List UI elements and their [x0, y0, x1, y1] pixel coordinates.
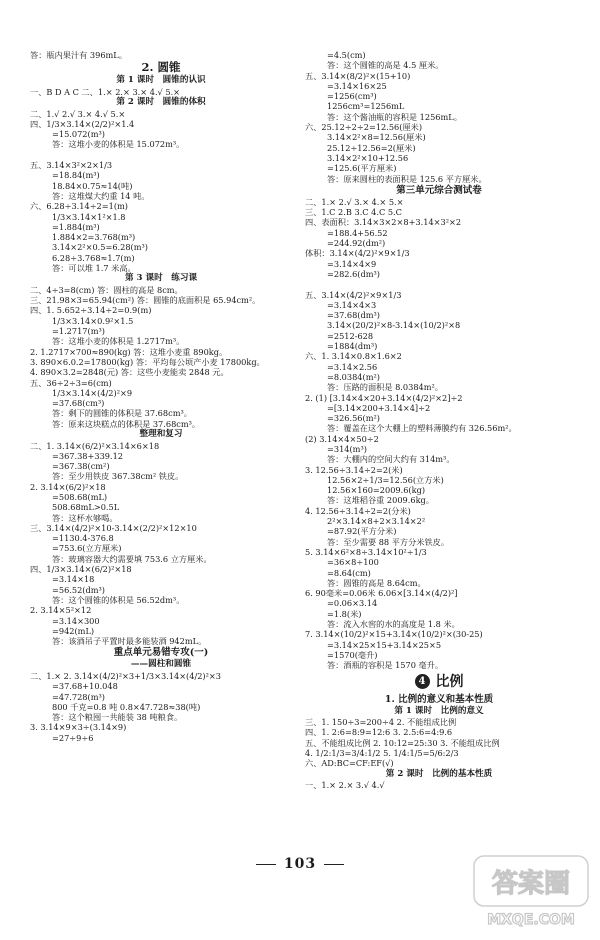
answer-step-line: 答：圆锥的高是 8.64cm。 [327, 577, 426, 588]
answer-step-line: 答：剩下的圆锥的体积是 37.68cm³。 [52, 408, 192, 419]
answer-step-line: =3.14×300 [52, 615, 100, 626]
answer-step-line: =37.68(cm³) [52, 398, 105, 409]
answer-line: 4. 12.56÷3.14÷2=2(分米) [305, 505, 411, 516]
answer-line: 五、3.14×(8/2)²×(15+10) [305, 70, 411, 81]
unit-heading [305, 673, 573, 691]
answer-step-line: 1/3×3.14×1²×1.8 [52, 211, 126, 222]
answer-step-line: =37.68(dm³) [327, 310, 380, 321]
answer-step-line: =15.072(m³) [52, 129, 105, 140]
answer-step-line: 答：至少用铁皮 367.38cm² 铁皮。 [52, 471, 184, 482]
answer-step-line: =8.64(cm) [327, 567, 371, 578]
answer-line: 三、1. 150÷3=200÷4 2. 不能组成比例 [305, 717, 457, 728]
answer-line: 四、1. 5.652÷3.14÷2=0.9(m) [30, 305, 152, 316]
answer-step-line: =125.6(平方厘米) [327, 163, 397, 174]
section-heading: 第 2 课时 比例的基本性质 [385, 768, 493, 779]
answer-step-line: =1570(毫升) [327, 649, 378, 660]
answer-line: 二、1. 3.14×(6/2)²×3.14×6×18 [30, 440, 160, 451]
answer-step-line: 答：大棚内的空间大约有 314m³。 [327, 454, 455, 465]
section-heading: 第 2 课时 圆锥的体积 [116, 97, 206, 108]
answer-step-line: =3.14×4×9 [327, 258, 377, 269]
answer-step-line: 3.14×(20/2)²×8-3.14×(10/2)²×8 [327, 320, 461, 331]
answer-step-line: 答：原来圆柱的表面积是 125.6 平方厘米。 [327, 173, 487, 184]
answer-line: 二、1.× 2.√ 3.× 4.× 5.× [305, 196, 404, 207]
answer-step-line: =1.884(m³) [52, 221, 100, 232]
answer-line: 答：瓶内果汁有 396mL。 [30, 50, 127, 60]
answer-line: 三、3.14×(4/2)²×10-3.14×(2/2)²×12×10 [30, 522, 197, 533]
answer-step-line: =1.8(米) [327, 608, 362, 619]
answer-line: 五、3.14×(4/2)²×9×1/3 [305, 289, 402, 300]
answer-step-line: =326.56(m²) [327, 413, 380, 424]
section-heading: 第 1 课时 圆锥的认识 [116, 75, 206, 86]
answer-step-line: =188.4+56.52 [327, 227, 388, 238]
answer-step-line: 答：这堆煤大约重 14 吨。 [52, 190, 150, 201]
answer-step-line: =8.0384(m²) [327, 371, 380, 382]
answer-step-line: =314(m³) [327, 443, 367, 454]
answer-step-line: 508.68mL>0.5L [52, 502, 120, 513]
answer-line: 2. 3.14×5²×12 [30, 605, 92, 616]
answer-line: 五、不能组成比例 2. 10:12=25:30 3. 不能组成比例 [305, 737, 500, 748]
answer-line: 2. 3.14×(6/2)²×18 [30, 481, 106, 492]
watermark-line2: MXQE.COM [487, 912, 575, 928]
answer-line: 二、1.× 2. 3.14×(4/2)²×3+1/3×3.14×(4/2)²×3 [30, 670, 221, 681]
answer-step-line: =27÷9÷6 [52, 732, 94, 743]
answer-line: 6. 90毫米=0.06米 6.06×[3.14×(4/2)²] [305, 588, 458, 599]
answer-step-line: =3.14×2.56 [327, 361, 378, 372]
answer-step-line: =282.6(dm³) [327, 268, 380, 279]
page-number-dash-right [324, 864, 344, 865]
answer-line [305, 279, 573, 289]
answer-step-line: 3.14×2²×0.5=6.28(m³) [52, 242, 148, 253]
answer-step-line: 答：这个圆锥的高是 4.5 厘米。 [327, 60, 444, 71]
answer-step-line: =367.38(cm²) [52, 461, 110, 472]
answer-line: 四、表面积：3.14×3×2×8+3.14×3²×2 [305, 217, 462, 228]
watermark-logo [472, 854, 590, 930]
section-heading: 第 1 课时 比例的意义 [394, 705, 484, 716]
answer-line: 五、3.14×3²×2×1/3 [30, 160, 113, 171]
answer-step-line: 答：可以堆 1.7 米高。 [52, 263, 136, 274]
answer-line: 3. 890×6.0.2=17800(kg) 答：平均每公顷产小麦 17800kg。 [30, 356, 265, 367]
answer-line: 一、B D A C 二、1.× 2.× 3.× 4.√ 5.× [30, 86, 181, 97]
answer-line: 四、1/3×3.14×(6/2)²×18 [30, 564, 132, 575]
answer-step-line: =4.5(cm) [327, 50, 366, 60]
answer-step-line: =3.14×18 [52, 574, 95, 585]
answer-step-line: =508.68(mL) [52, 491, 108, 502]
answer-line: 五、36÷2÷3=6(cm) [30, 377, 112, 388]
answer-step-line: =36×8÷100 [327, 557, 379, 568]
answer-line: 三、1.C 2.B 3.C 4.C 5.C [305, 207, 402, 218]
answer-line: 三、21.98×3=65.94(cm²) 答：圆锥的底面积是 65.94cm²。 [30, 295, 261, 306]
answer-step-line: 25.12÷12.56=2(厘米) [327, 142, 416, 153]
answer-step-line: 6.28÷3.768≈1.7(m) [52, 252, 135, 263]
answer-step-line: 答：这个酱油瓶的容积是 1256mL。 [327, 111, 462, 122]
answer-step-line: 1/3×3.14×(4/2)²×9 [52, 387, 133, 398]
answer-step-line: =18.84(m³) [52, 170, 100, 181]
answer-step-line: =1130.4-376.8 [52, 533, 114, 544]
answer-step-line: 1/3×3.14×0.9²×1.5 [52, 315, 134, 326]
answer-step-line: 2²×3.14×8+2×3.14×2² [327, 516, 426, 527]
left-column [30, 50, 292, 743]
answer-step-line: 答：覆盖在这个大棚上的塑料薄膜约有 326.56m²。 [327, 423, 517, 434]
answer-step-line: 答：这堆小麦的体积是 1.2717m³。 [52, 336, 185, 347]
answer-line: 六、1. 3.14×0.8×1.6×2 [305, 351, 402, 362]
answer-step-line: =367.38+339.12 [52, 450, 124, 461]
answer-step-line: =244.92(dm²) [327, 238, 386, 249]
answer-step-line: =0.06×3.14 [327, 598, 378, 609]
answer-step-line: 答：这杯水够喝。 [52, 512, 118, 523]
answer-step-line: =753.6(立方厘米) [52, 543, 122, 554]
answer-step-line: 12.56×2÷1/3=12.56(立方米) [327, 474, 444, 485]
answer-step-line: 18.84×0.75≈14(吨) [52, 180, 133, 191]
answer-step-line: 答：压路的面积是 8.0384m²。 [327, 382, 443, 393]
answer-line: 六、6.28÷3.14÷2=1(m) [30, 201, 128, 212]
answer-line: 4. 1/2:1/3=3/4:1/2 5. 1/4:1/5=5/6:2/3 [305, 747, 459, 758]
answer-step-line: =3.14×16×25 [327, 80, 387, 91]
answer-step-line: =[3.14×200+3.14×4]÷2 [327, 402, 431, 413]
answer-step-line: 答：该酒吊子平置时最多能装酒 942mL。 [52, 636, 207, 647]
answer-step-line: 1256cm³=1256mL [327, 101, 405, 112]
section-heading: 2. 圆锥 [141, 60, 181, 75]
answer-step-line: 答：这堆稻谷重 2009.6kg。 [327, 495, 434, 506]
answer-step-line: =1256(cm³) [327, 91, 377, 102]
section-heading: ——圆柱和圆锥 [130, 659, 192, 670]
section-heading: 第 3 课时 练习课 [124, 273, 198, 284]
answer-step-line: 答：至少需要 88 平方分米铁皮。 [327, 536, 450, 547]
answer-step-line: 1.884×2=3.768(m³) [52, 232, 136, 243]
answer-step-line: =2512-628 [327, 330, 374, 341]
unit-number-badge: 4 [415, 674, 430, 689]
section-heading: 1. 比例的意义和基本性质 [384, 693, 494, 705]
answer-line: 二、1.√ 2.√ 3.× 4.√ 5.× [30, 108, 126, 119]
answer-step-line: 答：这个圆锥的体积是 56.52dm³。 [52, 594, 185, 605]
answer-step-line: =87.92(平方分米) [327, 526, 397, 537]
answer-line: 4. 890×3.2=2848(元) 答：这些小麦能卖 2848 元。 [30, 367, 229, 378]
section-heading: 整理和复习 [139, 429, 183, 439]
answer-line: 二、4÷3=8(cm) 答：圆柱的高是 8cm。 [30, 284, 183, 295]
answer-line: 六、AD:BC=CF:EF(√) [305, 758, 394, 769]
answer-step-line: 3.14×2²×8=12.56(厘米) [327, 132, 426, 143]
answer-step-line: 答：流入水窖的水的高度是 1.8 米。 [327, 619, 460, 630]
answer-step-line: 3.14×2²×10+12.56 [327, 152, 409, 163]
answer-step-line: =56.52(dm³) [52, 584, 105, 595]
right-column [305, 50, 573, 790]
unit-title: 比例 [435, 673, 464, 690]
answer-step-line: =1884(dm³) [327, 341, 378, 352]
answer-line: 2. (1) [3.14×4×20+3.14×(4/2)²×2]÷2 [305, 392, 463, 403]
answer-step-line: =47.728(m³) [52, 691, 105, 702]
answer-step-line: 答：这堆小麦的体积是 15.072m³。 [52, 139, 185, 150]
answer-line: (2) 3.14×4×50÷2 [305, 433, 379, 444]
answer-line: 7. 3.14×(10/2)²×15+3.14×(10/2)²×(30-25) [305, 629, 483, 640]
answer-line: 3. 3.14×9×3÷(3.14×9) [30, 722, 127, 733]
answer-step-line: =3.14×4×3 [327, 299, 377, 310]
answer-step-line: =942(mL) [52, 625, 95, 636]
answer-step-line: 答：玻璃容器大约需要填 753.6 立方厘米。 [52, 553, 212, 564]
answer-line: 3. 12.56÷3.14÷2=2(米) [305, 464, 403, 475]
answer-step-line: 答：酒瓶的容积是 1570 毫升。 [327, 660, 444, 671]
answer-step-line: =3.14×25×15+3.14×25×5 [327, 639, 442, 650]
answer-line: 六、25.12÷2÷2=12.56(厘米) [305, 122, 423, 133]
answer-step-line: =1.2717(m³) [52, 326, 105, 337]
page-number-dash-left [256, 864, 276, 865]
answer-step-line: 答：这个粮囤一共能装 38 吨粮食。 [52, 712, 183, 723]
answer-line: 5. 3.14×6²×8÷3.14×10²÷1/3 [305, 546, 427, 557]
watermark-line1: 答案圈 [491, 869, 571, 899]
page-number-text: 103 [283, 856, 317, 872]
answer-line: 体积：3.14×(4/2)²×9×1/3 [305, 248, 410, 259]
answer-line: 2. 1.2717×700≈890(kg) 答：这堆小麦重 890kg。 [30, 346, 228, 357]
answer-line: 一、1.× 2.× 3.√ 4.√ [305, 780, 385, 790]
section-heading: 第三单元综合测试卷 [396, 184, 482, 196]
answer-step-line: 12.56×160=2009.6(kg) [327, 485, 426, 496]
answer-step-line: 答：原来这块糕点的体积是 37.68cm³。 [52, 418, 201, 429]
answer-step-line: =37.68+10.048 [52, 681, 118, 692]
answer-step-line: 800 千克=0.8 吨 0.8×47.728≈38(吨) [52, 701, 201, 712]
answer-line: 四、1/3×3.14×(2/2)²×1.4 [30, 118, 135, 129]
answer-line: 四、1. 2:6=8:9=12:6 3. 2.5:6=4:9.6 [305, 727, 453, 738]
section-heading: 重点单元易错专攻(一) [113, 647, 209, 659]
answer-line [30, 150, 292, 160]
